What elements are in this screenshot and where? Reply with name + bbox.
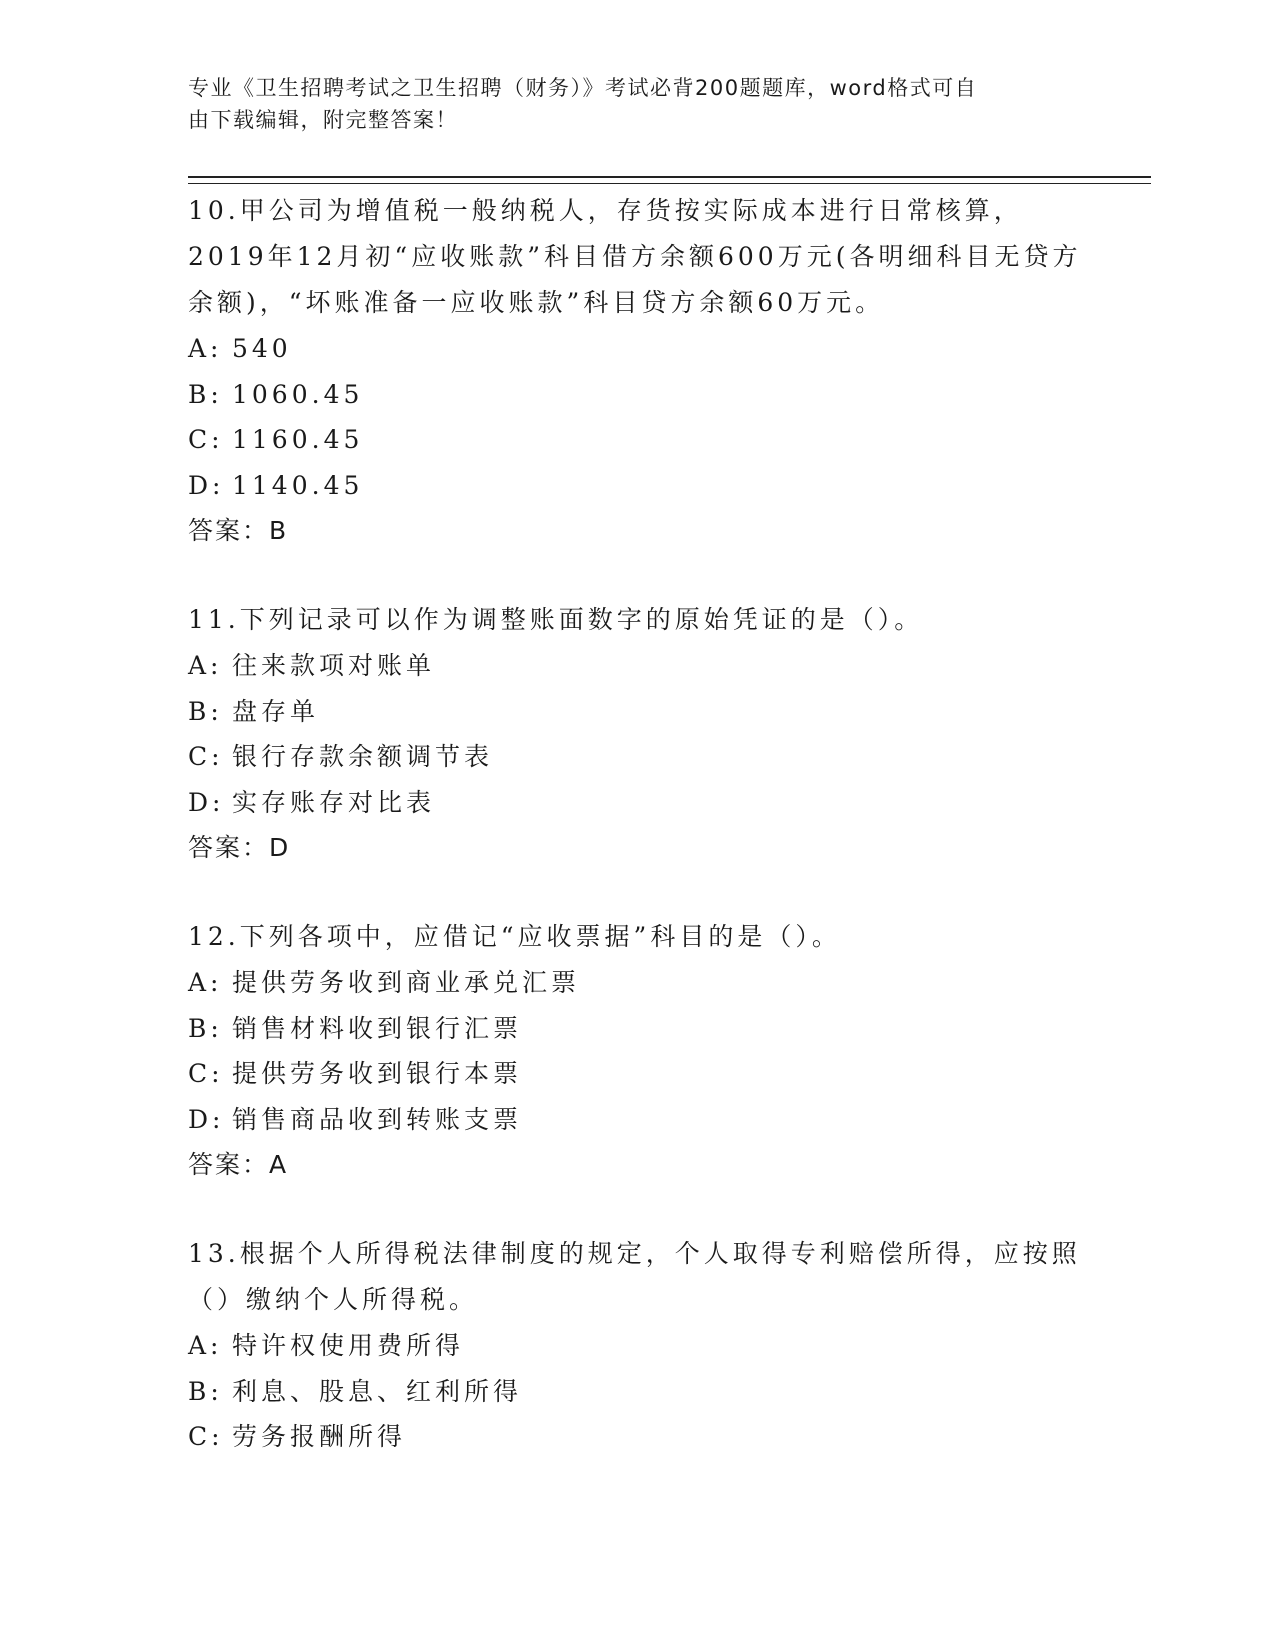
question-text: 10.甲公司为增值税一般纳税人，存货按实际成本进行日常核算，2019年12月初“应收账款”科目借方余额600万元(各明细科目无贷方余额)，“坏账准备一应收账款”科目贷方余额60万元。 [188, 196, 1082, 317]
question-text: 12.下列各项中，应借记“应收票据”科目的是（）。 [188, 922, 841, 951]
question-11 [188, 597, 1088, 871]
option-b [188, 372, 1088, 418]
option-text: 提供劳务收到银行本票 [232, 1059, 523, 1088]
option-letter: B: [188, 696, 223, 726]
option-c [188, 1051, 1088, 1097]
option-letter: C: [188, 742, 224, 771]
option-text: 劳务报酬所得 [232, 1422, 407, 1451]
option-a [188, 643, 1088, 689]
option-c [188, 734, 1088, 780]
option-text: 实存账存对比表 [232, 787, 436, 817]
answer-text: 答案：D [188, 833, 291, 862]
option-letter: D: [188, 787, 225, 817]
option-text: 1060.45 [232, 379, 364, 409]
option-text: 1140.45 [232, 470, 364, 500]
header-line-2: 由下载编辑，附完整答案！ [188, 108, 458, 132]
document-header [188, 72, 1088, 136]
option-letter: D: [188, 470, 225, 500]
option-b [188, 1006, 1088, 1052]
option-a [188, 326, 1088, 372]
option-letter: B: [188, 1376, 223, 1406]
option-a [188, 960, 1088, 1006]
question-12 [188, 914, 1088, 1188]
question-text: 11.下列记录可以作为调整账面数字的原始凭证的是（）。 [188, 605, 924, 634]
option-text: 银行存款余额调节表 [232, 742, 494, 771]
option-text: 提供劳务收到商业承兑汇票 [232, 968, 581, 997]
answer-text: 答案：A [188, 1150, 289, 1179]
option-d [188, 1097, 1088, 1143]
option-text: 利息、股息、红利所得 [232, 1376, 523, 1406]
option-text: 销售材料收到银行汇票 [232, 1013, 523, 1043]
option-d [188, 780, 1088, 826]
option-letter: C: [188, 1422, 224, 1451]
option-text: 1160.45 [232, 425, 364, 454]
header-line-1: 专业《卫生招聘考试之卫生招聘（财务）》考试必背200题题库，word格式可自 [188, 76, 978, 100]
option-letter: B: [188, 1013, 223, 1043]
question-list [188, 188, 1088, 1503]
option-letter: A: [188, 1331, 223, 1360]
option-letter: D: [188, 1104, 225, 1134]
option-letter: A: [188, 651, 223, 680]
option-b [188, 689, 1088, 735]
header-divider-thick [188, 176, 1151, 178]
option-letter: B: [188, 379, 223, 409]
option-c [188, 417, 1088, 463]
option-text: 销售商品收到转账支票 [232, 1104, 523, 1134]
option-letter: A: [188, 334, 223, 363]
answer-text: 答案：B [188, 516, 289, 545]
option-b [188, 1369, 1088, 1415]
option-letter: C: [188, 1059, 224, 1088]
question-13 [188, 1231, 1088, 1460]
option-text: 540 [232, 334, 292, 363]
option-letter: A: [188, 968, 223, 997]
option-c [188, 1414, 1088, 1460]
option-letter: C: [188, 425, 224, 454]
option-d [188, 463, 1088, 509]
option-a [188, 1323, 1088, 1369]
header-divider-thin [188, 183, 1151, 184]
option-text: 特许权使用费所得 [232, 1331, 465, 1360]
option-text: 盘存单 [232, 696, 320, 726]
question-text: 13.根据个人所得税法律制度的规定，个人取得专利赔偿所得，应按照（）缴纳个人所得税。 [188, 1239, 1081, 1314]
question-10 [188, 188, 1088, 554]
option-text: 往来款项对账单 [232, 651, 436, 680]
